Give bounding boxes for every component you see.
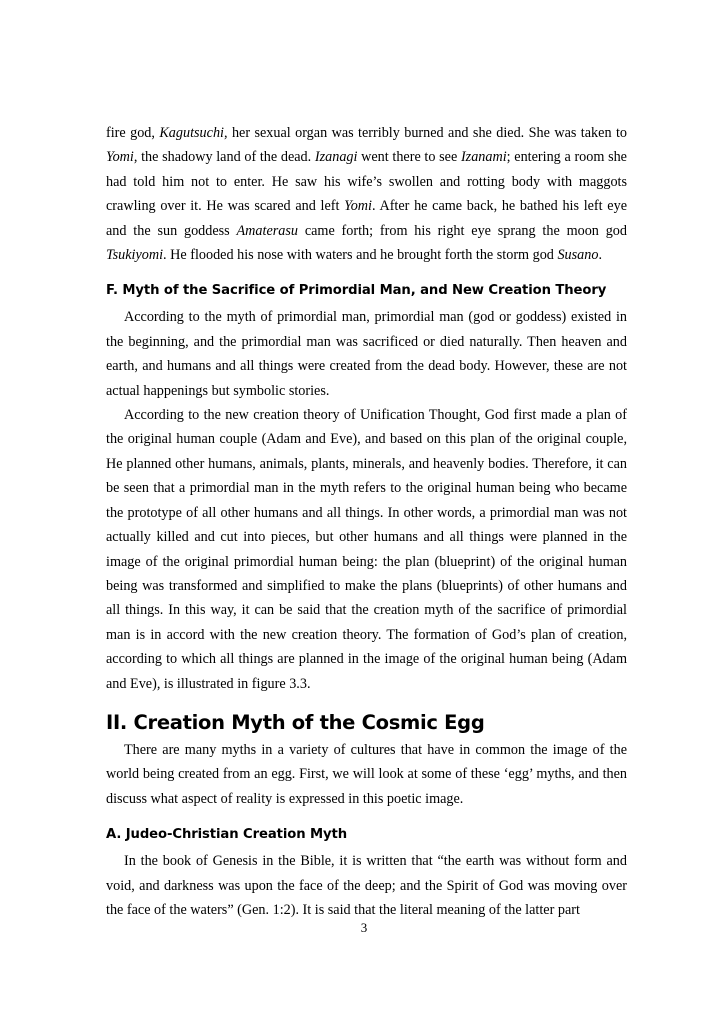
section-a-heading: A. Judeo-Christian Creation Myth — [106, 827, 348, 843]
intro-text-4: went there to see — [357, 149, 461, 166]
intro-text-3: , the shadowy land of the dead. — [133, 149, 315, 166]
intro-text-7: came forth; from his right eye sprang the moon god — [298, 222, 627, 239]
section-f-paragraph-2: According to the new creation theory of Unification Thought, God first made a plan of the original human couple (Adam and Eve), and based on this plan of the original couple, He planned other humans, animals, plants, minerals, and heavenly bodies. Therefore, it can be seen that a primordial man in the myth refers to the original human being who became the prototype of all other humans and all things. In other words, a primordial man was not actually killed and cut into pieces, but other humans and all things were planned in the image of the original primordial human being: the plan (blueprint) of the original human being was transformed and simplified to make the plans (blueprints) of other humans and all things. In this way, it can be said that the creation myth of the sacrifice of primordial man is in accord with the new creation theory. The formation of God’s plan of creation, according to which all things are planned in the image of the original human being (Adam and Eve), is illustrated in figure 3.3. — [106, 407, 627, 692]
name-izanami: Izanami — [460, 149, 507, 166]
page-body — [106, 121, 627, 922]
intro-text-5: ; entering a room she had told him not to enter. He saw his wife’s swollen and rotting body with maggots crawling over it. He was scared and left — [106, 149, 627, 215]
page-number: 3 — [360, 920, 368, 935]
name-amaterasu: Amaterasu — [236, 222, 298, 239]
intro-text-8: . He flooded his nose with waters and he brought forth the storm god — [163, 247, 558, 264]
section-ii-heading: II. Creation Myth of the Cosmic Egg — [106, 710, 485, 734]
name-izanagi: Izanagi — [314, 149, 358, 166]
name-yomi-2: Yomi — [344, 198, 372, 215]
name-susano: Susano — [557, 247, 599, 264]
section-ii-paragraph: There are many myths in a variety of cultures that have in common the image of the world being created from an egg. First, we will look at some of these ‘egg’ myths, and then discuss what aspect of reality is expressed in this poetic image. — [106, 741, 627, 807]
name-tsukiyomi: Tsukiyomi — [106, 247, 164, 264]
intro-text-9: . — [598, 247, 602, 264]
section-f-heading: F. Myth of the Sacrifice of Primordial Man, and New Creation Theory — [106, 283, 607, 299]
section-f-paragraph-1: According to the myth of primordial man, primordial man (god or goddess) existed in the beginning, and the primordial man was sacrificed or died naturally. Then heaven and earth, and humans and all things were created from the dead body. However, these are not actual happenings but symbolic stories. — [106, 309, 627, 399]
intro-text-1: fire god, — [106, 125, 160, 141]
name-kagutsuchi: Kagutsuchi — [159, 125, 224, 141]
name-yomi: Yomi — [106, 149, 134, 166]
section-a-paragraph: In the book of Genesis in the Bible, it is written that “the earth was without form and void, and darkness was upon the face of the deep; and the Spirit of God was moving over the face of the waters” (Gen. 1:2). It is said that the literal meaning of the latter part — [106, 853, 627, 918]
intro-text-6: . After he came back, he bathed his left eye and the sun goddess — [106, 198, 627, 239]
intro-text-2: , her sexual organ was terribly burned and she died. She was taken to — [223, 125, 627, 141]
intro-paragraph — [106, 121, 627, 267]
